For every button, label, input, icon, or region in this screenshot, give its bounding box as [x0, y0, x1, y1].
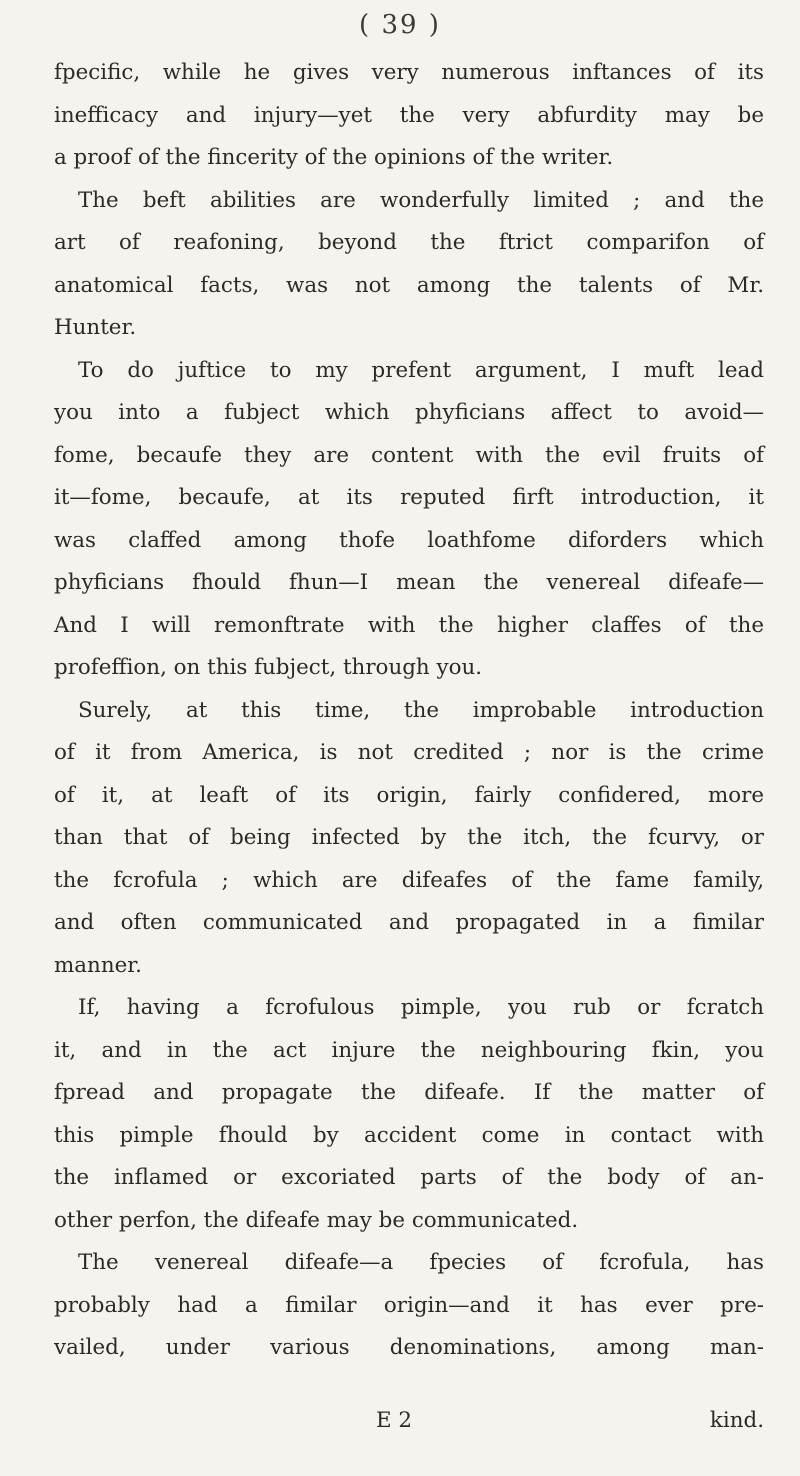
text-line: inefficacy and injury—yet the very abfurdity may be	[54, 102, 764, 128]
page-footer	[0, 1402, 800, 1442]
text-line: fome, becaufe they are content with the evil fruits of	[54, 442, 764, 468]
text-line: of it, at leaft of its origin, fairly confidered, more	[54, 782, 764, 808]
catchword: kind.	[709, 1408, 764, 1433]
text-line: other perfon, the difeafe may be communicated.	[54, 1207, 579, 1233]
signature-mark: E 2	[376, 1408, 413, 1433]
text-line: Surely, at this time, the improbable introduction	[78, 697, 764, 723]
text-line: you into a fubject which phyficians affect to avoid—	[54, 400, 764, 425]
text-line: fpecific, while he gives very numerous inftances of its	[54, 60, 764, 85]
text-line: of it from America, is not credited ; nor is the crime	[54, 740, 764, 765]
text-line: The venereal difeafe—a fpecies of fcrofula, has	[78, 1250, 764, 1275]
text-line: and often communicated and propagated in a fimilar	[54, 910, 764, 935]
text-line: art of reafoning, beyond the ftrict comparifon of	[54, 230, 764, 255]
text-line: And I will remonftrate with the higher claffes of the	[54, 612, 764, 638]
text-line: this pimple fhould by accident come in contact with	[54, 1122, 764, 1148]
text-line: probably had a fimilar origin—and it has ever pre-	[54, 1292, 764, 1318]
text-line: than that of being infected by the itch, the fcurvy, or	[54, 825, 764, 850]
text-line: vailed, under various denominations, among man-	[54, 1335, 764, 1360]
text-line: Hunter.	[54, 315, 137, 340]
page-number: ( 39 )	[359, 10, 441, 40]
text-line: If, having a fcrofulous pimple, you rub or fcratch	[78, 995, 764, 1020]
text-line: the inflamed or excoriated parts of the body of an-	[54, 1165, 764, 1190]
text-line: To do juftice to my prefent argument, I muft lead	[78, 357, 764, 383]
text-line: a proof of the fincerity of the opinions of the writer.	[54, 145, 614, 170]
text-line: manner.	[54, 952, 142, 978]
text-line: was claffed among thofe loathfome diforders which	[54, 527, 764, 553]
text-line: the fcrofula ; which are difeafes of the fame family,	[54, 867, 764, 893]
text-line: phyficians fhould fhun—I mean the venereal difeafe—	[54, 570, 764, 595]
text-line: fpread and propagate the difeafe. If the matter of	[54, 1080, 764, 1105]
body-text	[54, 52, 764, 1370]
text-line: it—fome, becaufe, at its reputed firft introduction, it	[54, 485, 764, 510]
text-line: anatomical facts, was not among the talents of Mr.	[54, 272, 764, 298]
text-line: it, and in the act injure the neighbouring fkin, you	[54, 1037, 764, 1063]
text-line: profeffion, on this fubject, through you.	[54, 655, 483, 680]
text-line: The beft abilities are wonderfully limited ; and the	[78, 187, 764, 213]
